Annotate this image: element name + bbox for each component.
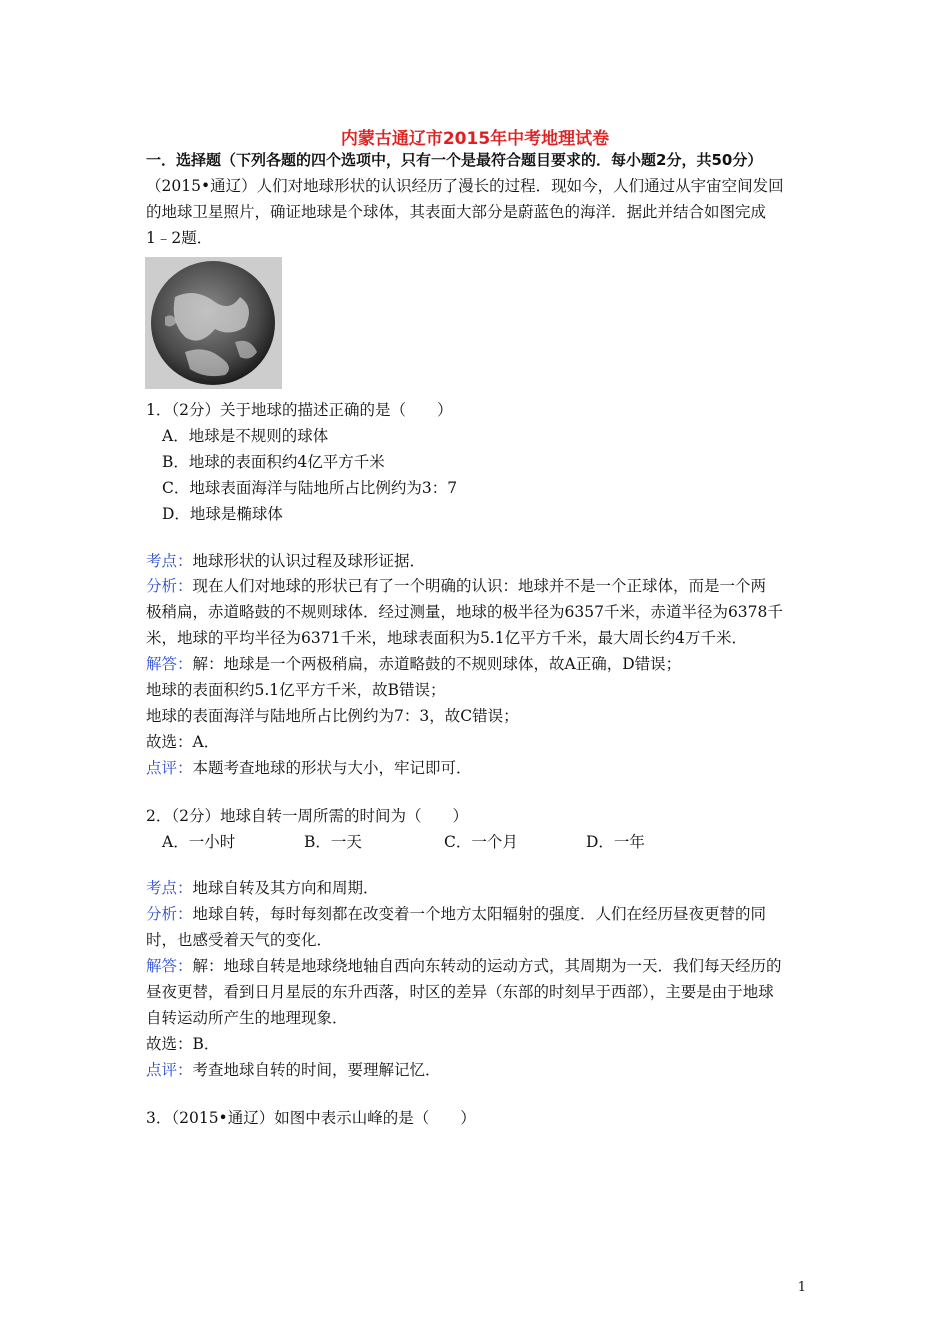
q1-option-d: D．地球是椭球体	[162, 505, 283, 523]
dianping-label: 点评：	[146, 759, 193, 777]
q2-option-b: B．一天	[304, 833, 362, 851]
q2-fenxi	[146, 902, 766, 926]
dianping-label: 点评：	[146, 1061, 193, 1079]
q1-option-c: C．地球表面海洋与陆地所占比例约为3：7	[162, 479, 458, 497]
kaodian-text: 地球形状的认识过程及球形证据．	[192, 552, 426, 570]
kaodian-label: 考点：	[146, 552, 193, 570]
q2-option-c: C．一个月	[444, 833, 518, 851]
jieda-text: 解：地球自转是地球绕地轴自西向东转动的运动方式，其周期为一天．我们每天经历的	[192, 957, 782, 975]
fenxi-label: 分析：	[146, 905, 193, 923]
q2-answer: 故选：B．	[146, 1035, 220, 1053]
q1-jieda-line: 地球的表面积约5.1亿平方千米，故B错误；	[146, 681, 446, 699]
jieda-label: 解答：	[146, 957, 193, 975]
q2-jieda-line: 自转运动所产生的地理现象．	[146, 1009, 348, 1027]
kaodian-text: 地球自转及其方向和周期．	[192, 879, 379, 897]
q1-dianping	[146, 756, 472, 780]
jieda-label: 解答：	[146, 655, 193, 673]
q1-jieda-line: 地球的表面海洋与陆地所占比例约为7：3，故C错误；	[146, 707, 519, 725]
q2-jieda	[146, 954, 782, 978]
fenxi-text: 现在人们对地球的形状已有了一个明确的认识：地球并不是一个正球体，而是一个两	[192, 577, 767, 595]
page-number: 1	[797, 1280, 806, 1295]
document-title: 内蒙古通辽市2015年中考地理试卷	[340, 129, 610, 149]
q2-option-a: A．一小时	[162, 833, 236, 851]
jieda-text: 解：地球是一个两极稍扁，赤道略鼓的不规则球体，故A正确，D错误；	[192, 655, 682, 673]
q2-options	[162, 830, 645, 854]
question-2-stem: 2．（2分）地球自转一周所需的时间为（ ）	[146, 807, 468, 825]
intro-line: （2015•通辽）人们对地球形状的认识经历了漫长的过程．现如今，人们通过从宇宙空间发回	[146, 177, 784, 195]
q2-jieda-line: 昼夜更替，看到日月星辰的东升西落，时区的差异（东部的时刻早于西部），主要是由于地球	[146, 983, 774, 1001]
q1-answer: 故选：A．	[146, 733, 220, 751]
question-1-stem: 1．（2分）关于地球的描述正确的是（ ）	[146, 401, 453, 419]
q1-option-b: B．地球的表面积约4亿平方千米	[162, 453, 385, 471]
question-3-stem: 3．（2015•通辽）如图中表示山峰的是（ ）	[146, 1109, 476, 1127]
dianping-text: 考查地球自转的时间，要理解记忆．	[192, 1061, 441, 1079]
dianping-text: 本题考查地球的形状与大小，牢记即可．	[192, 759, 472, 777]
section-heading: 一．选择题（下列各题的四个选项中，只有一个是最符合题目要求的．每小题2分，共50分）	[146, 151, 763, 169]
kaodian-label: 考点：	[146, 879, 193, 897]
q2-fenxi-line: 时，也感受着天气的变化．	[146, 931, 333, 949]
q1-jieda	[146, 652, 681, 676]
q2-dianping	[146, 1058, 441, 1082]
q1-fenxi-line: 米，地球的平均半径为6371千米，地球表面积为5.1亿平方千米，最大周长约4万千米．	[146, 629, 747, 647]
intro-line: 的地球卫星照片，确证地球是个球体，其表面大部分是蔚蓝色的海洋．据此并结合如图完成	[146, 203, 767, 221]
earth-satellite-photo	[145, 257, 282, 389]
q1-kaodian	[146, 549, 425, 573]
q1-fenxi-line: 极稍扁，赤道略鼓的不规则球体．经过测量，地球的极半径为6357千米，赤道半径为6378千	[146, 603, 783, 621]
q1-option-a: A．地球是不规则的球体	[162, 427, 329, 445]
fenxi-text: 地球自转，每时每刻都在改变着一个地方太阳辐射的强度．人们在经历昼夜更替的同	[192, 905, 767, 923]
q2-option-d: D．一年	[586, 833, 645, 851]
fenxi-label: 分析：	[146, 577, 193, 595]
q2-kaodian	[146, 876, 379, 900]
q1-fenxi	[146, 574, 766, 598]
intro-line: 1﹣2题．	[146, 229, 213, 247]
